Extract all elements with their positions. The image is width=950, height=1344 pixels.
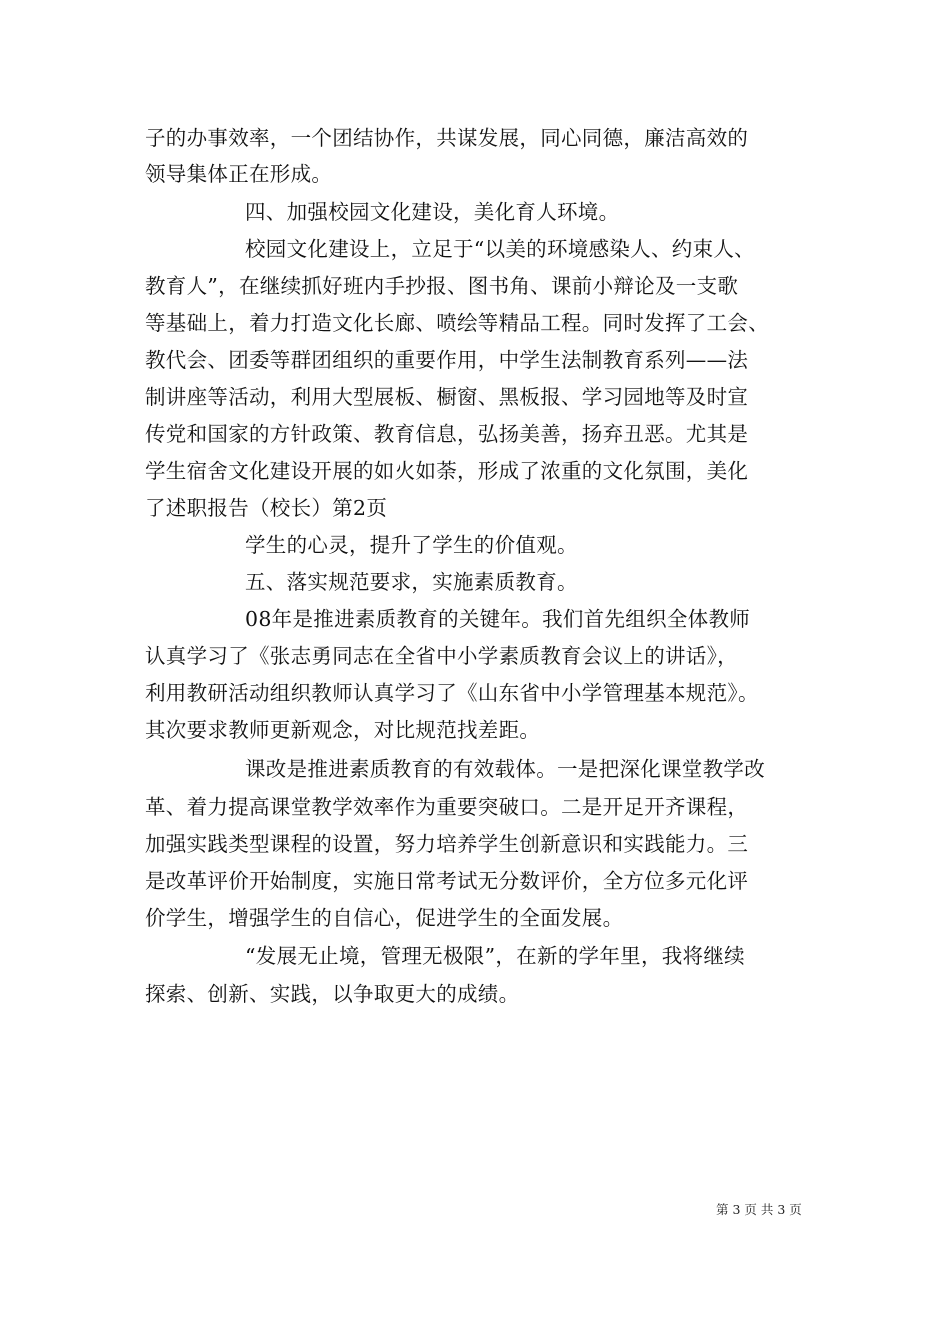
text-line-10: 学生宿舍文化建设开展的如火如荼，形成了浓重的文化氛围，美化 [145,459,749,483]
text-line-24: 探索、创新、实践，以争取更大的成绩。 [145,982,520,1006]
text-line-16: 利用教研活动组织教师认真学习了《山东省中小学管理基本规范》。 [145,681,759,705]
text-line-8: 制讲座等活动，利用大型展板、橱窗、黑板报、学习园地等及时宣 [145,385,749,409]
text-line-19: 革、着力提高课堂教学效率作为重要突破口。二是开足开齐课程， [145,795,749,819]
text-line-21: 是改革评价开始制度，实施日常考试无分数评价，全方位多元化评 [145,869,749,893]
text-line-6: 等基础上，着力打造文化长廊、喷绘等精品工程。同时发挥了工会、 [145,311,769,335]
text-line-14: 08年是推进素质教育的关键年。我们首先组织全体教师 [245,607,751,631]
text-line-23: “发展无止境，管理无极限”，在新的学年里，我将继续 [245,944,745,968]
text-line-11: 了述职报告（校长）第2页 [145,496,388,520]
page-number-footer: 第 3 页 共 3 页 [716,1202,802,1217]
text-line-18: 课改是推进素质教育的有效载体。一是把深化课堂教学改 [245,757,765,781]
text-line-7: 教代会、团委等群团组织的重要作用，中学生法制教育系列——法 [145,348,749,372]
text-line-5: 教育人”，在继续抓好班内手抄报、图书角、课前小辩论及一支歌 [145,274,739,298]
text-line-20: 加强实践类型课程的设置，努力培养学生创新意识和实践能力。三 [145,832,749,856]
text-line-1: 子的办事效率，一个团结协作，共谋发展，同心同德，廉洁高效的 [145,126,749,150]
text-line-9: 传党和国家的方针政策、教育信息，弘扬美善，扬弃丑恶。尤其是 [145,422,749,446]
section-heading-5: 五、落实规范要求，实施素质教育。 [245,570,578,594]
section-heading-4: 四、加强校园文化建设，美化育人环境。 [245,200,620,224]
text-line-4: 校园文化建设上，立足于“以美的环境感染人、约束人、 [245,237,755,261]
text-line-22: 价学生，增强学生的自信心，促进学生的全面发展。 [145,906,624,930]
text-line-12: 学生的心灵，提升了学生的价值观。 [245,533,578,557]
text-line-15: 认真学习了《张志勇同志在全省中小学素质教育会议上的讲话》， [145,644,738,668]
text-line-2: 领导集体正在形成。 [145,162,333,186]
text-line-17: 其次要求教师更新观念，对比规范找差距。 [145,718,541,742]
